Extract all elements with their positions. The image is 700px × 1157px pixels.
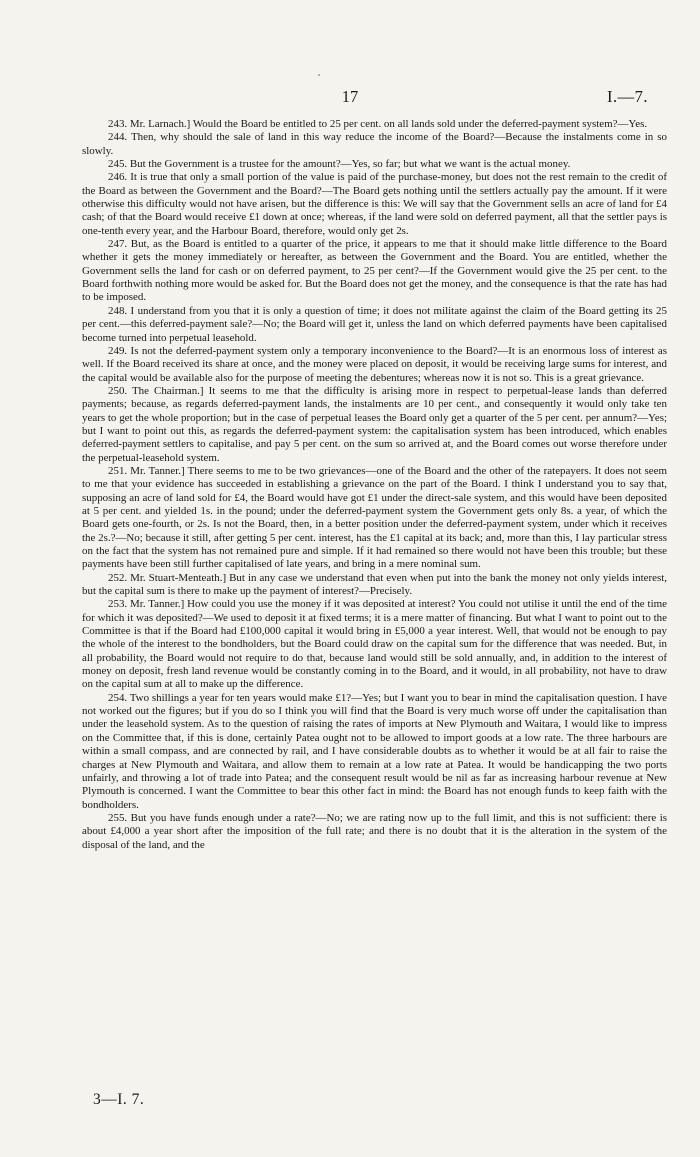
paragraph: 255. But you have funds enough under a rate?—No; we are rating now up to the full limit, and this is not sufficient: there is about £4,000 a year short after the imposition of the full rate; and there is no doubt that it is the alteration in the system of the disposal of the land, and the	[82, 811, 667, 851]
paragraph: 247. But, as the Board is entitled to a quarter of the price, it appears to me that it should make little difference to the Board whether it gets the money immediately or hereafter, as between the Government and the Board. You are entitled, whether the Government sells the land for cash or on deferred payment, to 25 per cent?—If the Government would give the 25 per cent. to the Board forthwith nothing more would be asked for. But the Board does not get the money, and the consequence is that the rate has had to be imposed.	[82, 238, 667, 304]
paragraph: 246. It is true that only a small portion of the value is paid of the purchase-money, but does not the rest remain to the credit of the Board as between the Government and the Board?—The Board gets nothing until the settlers actually pay the amount. If it were otherwise this difficulty would not have arisen, but the difference is this: We will say that the Government sells an acre of land for £4 cash; of that the Board would receive £1 down at once; whereas, if the land were sold on deferred payment, all that the settler pays is one-tenth every year, and the Harbour Board, therefore, would only get 2s.	[82, 171, 667, 237]
paragraph: 245. But the Government is a trustee for the amount?—Yes, so far; but what we want is the actual money.	[108, 158, 571, 171]
paragraph: 243. Mr. Larnach.] Would the Board be entitled to 25 per cent. on all lands sold under the deferred-payment system?—Yes.	[108, 118, 648, 130]
paragraph: 248. I understand from you that it is only a question of time; it does not militate against the claim of the Board getting its 25 per cent.—this deferred-payment sale?—No; the Board will get it, unless the land on which deferred payments have been capitalised become turned into perpetual leasehold.	[82, 304, 667, 344]
page-number: 17	[341, 87, 359, 106]
body-text	[82, 118, 667, 852]
paragraph: 252. Mr. Stuart-Menteath.] But in any case we understand that even when put into the bank the money not only yields interest, but the capital sum is there to make up the payment of interest?—Precisely.	[82, 571, 667, 598]
paper-speck	[318, 74, 320, 76]
paragraph: 244. Then, why should the sale of land in this way reduce the income of the Board?—Because the instalments come in so slowly.	[82, 131, 667, 157]
paragraph: 253. Mr. Tanner.] How could you use the money if it was deposited at interest? You could not utilise it until the end of the time for which it was deposited?—We used to deposit it at fixed terms; it is a mere matter of financing. But what I want to point out to the Committee is that if the Board had £100,000 capital it would bring in £5,000 a year interest. Well, that would not be enough to pay the whole of the interest to the bondholders, but the Board could draw on the capital sum for the difference that was needed. But, in all probability, the Board would not require to do that, because land would still be sold annually, and, in addition to the interest of money on deposit, fresh land revenue would be constantly coming in to the Board, and it would, in all probability, not have to draw on the capital sum at all to make up the difference.	[82, 598, 667, 691]
footer-signature: 3—I. 7.	[93, 1091, 145, 1108]
paragraph: 251. Mr. Tanner.] There seems to me to be two grievances—one of the Board and the other of the ratepayers. It does not seem to me that your evidence has succeeded in establishing a grievance on the part of the Board. I think I understand you to say that, supposing an acre of land sold for £4, the Board would have got £1 under the direct-sale system, and this would have been deposited at 5 per cent. and yielded 1s. in the pound; under the deferred-payment system the Government gets only 8s. a year, of which the Board gets one-fourth, or 2s. Is not the Board, then, in a better position under the deferred-payment system, under which it receives the 2s.?—No; because it still, after getting 5 per cent. interest, has the £1 capital at its back; and, more than this, I lay particular stress on the fact that the system has not remained pure and simple. If it had remained so there would not have been this trouble; but these payments have been still further capitalised of late years, and bring in a mere nominal sum.	[82, 464, 667, 571]
paragraph: 254. Two shillings a year for ten years would make £1?—Yes; but I want you to bear in mind the capitalisation question. I have not worked out the figures; but if you do so I think you will find that the Board is very much worse off under the capitalisation than under the leasehold system. As to the question of raising the rates of imports at New Plymouth and Waitara, I would like to impress on the Committee that, if this is done, certainly Patea ought not to be allowed to import goods at a low rate. The three harbours are within a small compass, and are connected by rail, and I have considerable doubts as to whether it would be at all fair to raise the charges at New Plymouth and Waitara, and allow them to remain at a low rate at Patea. It would be handicapping the two ports unfairly, and throwing a lot of trade into Patea; and the consequent result would be nil as far as increasing harbour revenue at New Plymouth is concerned. I want the Committee to bear this other fact in mind: the Board has not enough funds to keep faith with the bondholders.	[82, 691, 667, 811]
paragraph: 250. The Chairman.] It seems to me that the difficulty is arising more in respect to perpetual-lease lands than deferred payments; because, as regards deferred-payment lands, the instalments are 10 per cent., and consequently it would only take ten years to get the whole proportion; but in the case of perpetual leases the Board only get a quarter of the 5 per cent. per annum?—Yes; but I want to point out this, as regards the deferred-payment system: the capitalisation system has been introduced, which enables deferred-payment settlers to capitalise, and pay 5 per cent. on the sum so arrived at, and the Board comes out worse therefore under the perpetual-leasehold system.	[82, 384, 667, 464]
paragraph: 249. Is not the deferred-payment system only a temporary inconvenience to the Board?—It is an enormous loss of interest as well. If the Board received its share at once, and the money were placed on deposit, it would be receiving large sums for interest, and the capital would be available also for the purpose of meeting the debentures; whereas now it is not so. This is a great grievance.	[82, 344, 667, 384]
page-reference: I.—7.	[607, 87, 648, 106]
